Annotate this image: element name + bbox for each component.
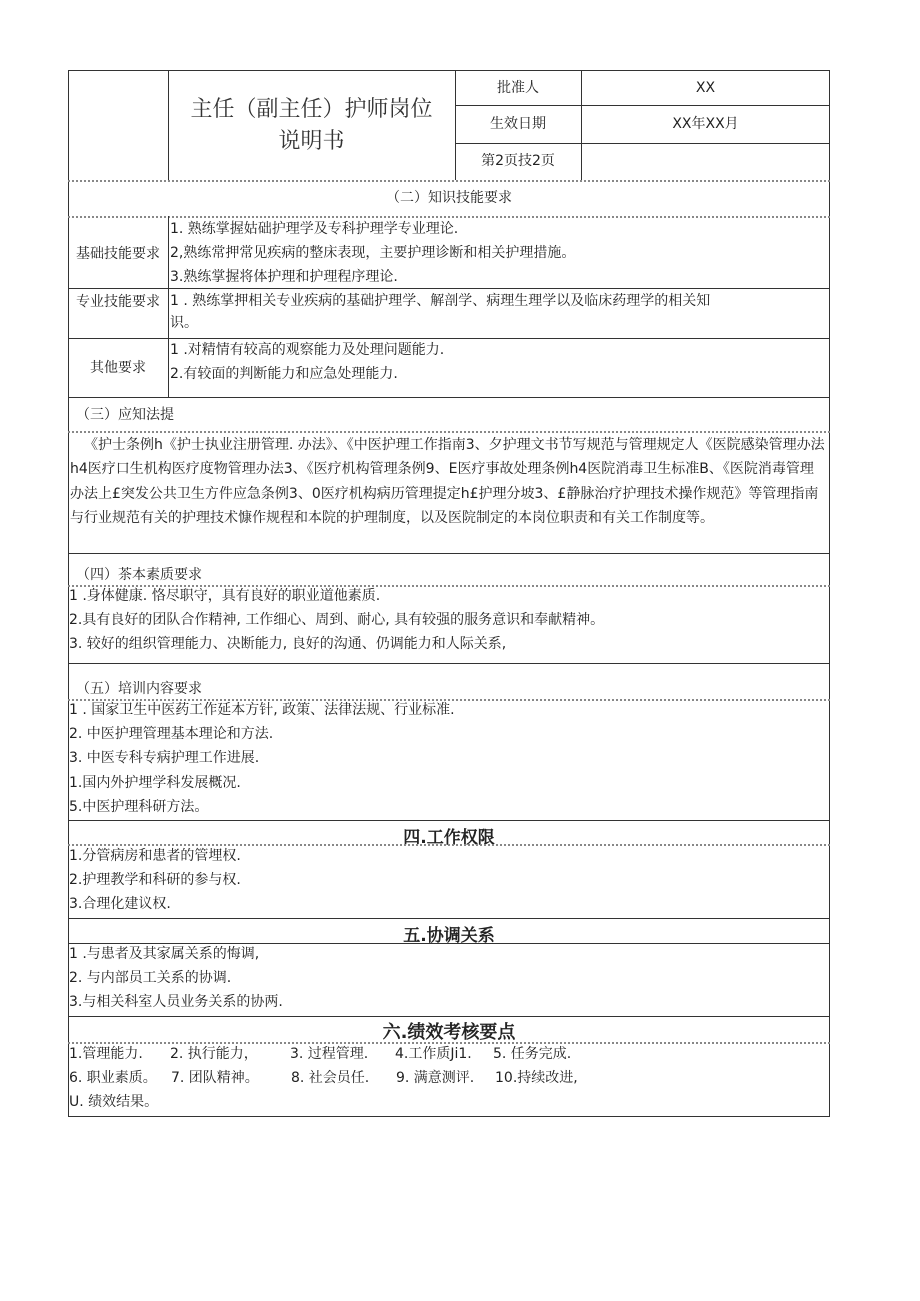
performance-item: 4.工作质Ji1. (395, 1046, 472, 1062)
divider (168, 216, 169, 397)
performance-item: 3. 过程管理. (290, 1046, 369, 1062)
authority-item: 2.护理教学和科研的参与权. (69, 872, 241, 888)
effective-date-value: XX年XX月 (672, 116, 739, 132)
divider (68, 663, 830, 664)
divider (68, 1016, 830, 1017)
approver-label: 批准人 (497, 80, 539, 96)
divider (68, 397, 830, 398)
coordination-item: 2. 与内部员工关系的协调. (69, 970, 232, 986)
other-req-label: 其他要求 (90, 360, 146, 376)
doc-title: 主任（副主任）护师岗位 (190, 97, 433, 122)
authority-item: 3.合理化建议权. (69, 896, 171, 912)
quality-item: 2.具有良好的团队合作精神, 工作细心、周到、耐心, 具有较强的服务意识和奉献精神。 (69, 612, 605, 628)
basic-skill-item: 3.熟练掌握将体护理和护理程序理论. (170, 269, 398, 285)
coordination-item: 1 .与患者及其家属关系的悔调, (69, 946, 260, 962)
knowledge-title: （二）知识技能要求 (386, 190, 512, 206)
divider (455, 143, 830, 144)
divider (68, 180, 830, 182)
laws-text: 《护士条例h《护士执业注册管理. 办法》、《中医护理工作指南3、夕护理文书节写规范与管理规定人《医院感染管理办法h4医疗口生机构医疗度物管理办法3、《医疗机构管理条例9、E医疗事故处理条例h4医院消毒卫生标准B、《医院消毒管理办法上£突发公共卫生方件应急条例3、0医疗机构病历管理提定h£护理分坡3、£静脉治疗护理技术操作规范》等管理指南与行业规范有关的护理技术慷作规程和本院的护理制度，以及医院制定的本岗位职责和有关工作制度等。 (70, 437, 825, 527)
laws-title: （三）应知法提 (76, 407, 174, 423)
authority-item: 1.分管病房和患者的管埋权. (69, 848, 241, 864)
divider (68, 553, 830, 554)
training-item: 3. 中医专科专病护理工作进展. (69, 750, 260, 766)
coordination-item: 3.与相关科室人员业务关系的协两. (69, 994, 283, 1010)
performance-item: 9. 满意测评. (396, 1070, 475, 1086)
training-item: 2. 中医护理管理基本理论和方法. (69, 726, 274, 742)
divider (68, 918, 830, 919)
performance-item: 2. 执行能力， (170, 1046, 258, 1062)
performance-item: 6. 职业素质。 (69, 1070, 157, 1086)
doc-title-line2: 说明书 (278, 129, 345, 154)
basic-skills-label: 基础技能要求 (76, 246, 160, 262)
divider (68, 820, 830, 821)
performance-item: 1.管理能力. (69, 1046, 143, 1062)
pro-skill-item: 1 . 熟练掌押相关专业疾病的基础护理学、解剖学、病理生理学以及临床药理学的相关知 (170, 293, 711, 309)
performance-item: 7. 团队精神。 (171, 1070, 259, 1086)
performance-title: 六.绩效考核要点 (382, 1022, 516, 1043)
other-req-item: 1 .对精情有较高的观察能力及处理问题能力. (170, 342, 445, 358)
pro-skill-item: 识。 (170, 315, 198, 331)
training-item: 1 . 国家卫生中医药工作延本方针, 政策、法律法规、行业标准. (69, 702, 455, 718)
authority-title: 四.工作权限 (403, 828, 495, 848)
quality-title: （四）茶本素质要求 (76, 567, 202, 583)
pro-skills-label: 专业技能要求 (76, 294, 160, 310)
page-number: 第2页技2页 (481, 153, 555, 169)
quality-item: 1 .身体健康. 恪尽职守，具有良好的职业道他素质. (69, 588, 381, 604)
performance-item: 5. 任务完成. (493, 1046, 572, 1062)
other-req-item: 2.有较面的判断能力和应急处理能力. (170, 366, 398, 382)
divider (455, 105, 830, 106)
training-title: （五）培训内容要求 (76, 681, 202, 697)
approver-value: XX (695, 80, 716, 96)
performance-item: 10.持续改进, (495, 1070, 578, 1086)
performance-item: U. 绩效结果。 (69, 1094, 159, 1110)
quality-item: 3. 较好的组织管理能力、决断能力, 良好的沟通、仍调能力和人际关系, (69, 636, 507, 652)
basic-skill-item: 1. 熟练掌握姑础护理学及专科护理学专业理论. (170, 221, 459, 237)
basic-skill-item: 2,熟练常押常见疾病的整床表现，主要护理诊断和相关护理措施。 (170, 245, 576, 261)
training-item: 1.国内外护埋学科发展概况. (69, 775, 241, 791)
coordination-title: 五.协调关系 (403, 926, 495, 946)
effective-date-label: 生效日期 (490, 116, 546, 132)
training-item: 5.中医护理科研方法。 (69, 799, 209, 815)
performance-item: 8. 社会员任. (291, 1070, 370, 1086)
